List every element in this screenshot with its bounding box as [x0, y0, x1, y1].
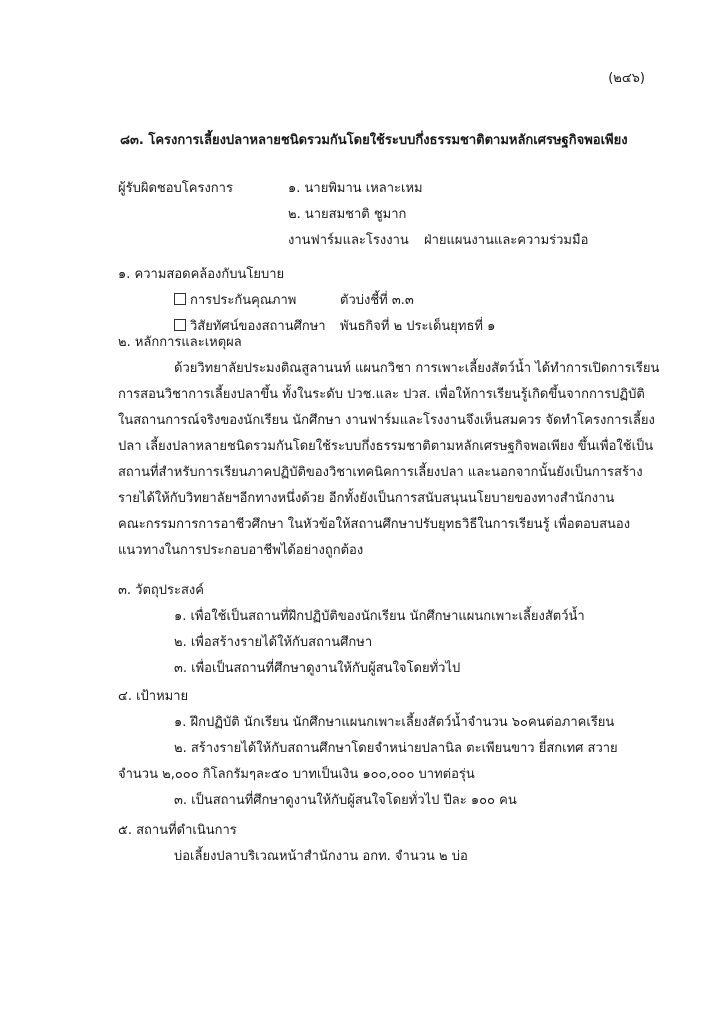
section-3-heading: ๓. วัตถุประสงค์	[118, 583, 204, 598]
section-objectives	[118, 578, 638, 682]
checkbox-icon	[174, 293, 186, 305]
target-item-1: ๑. ฝึกปฏิบัติ นักเรียน นักศึกษาแผนกเพาะเลี้ยงสัตว์น้ำจำนวน ๖๐คนต่อภาคเรียน	[174, 715, 615, 730]
rationale-line: รายได้ให้กับวิทยาลัยฯอีกทางหนึ่งด้วย อีกทั้งยังเป็นการสนับสนุนนโยบายของทางสำนักงาน	[118, 491, 615, 506]
objective-item: ๑. เพื่อใช้เป็นสถานที่ฝึกปฏิบัติของนักเรียน นักศึกษาแผนกเพาะเลี้ยงสัตว์น้ำ	[174, 609, 585, 624]
rationale-line: คณะกรรมการการอาชีวศึกษา ในหัวข้อให้สถานศึกษาปรับยุทธวิธีในการเรียนรู้ เพื่อตอบสนอง	[118, 517, 631, 532]
section-targets	[118, 684, 638, 814]
target-item-2: ๒. สร้างรายได้ให้กับสถานศึกษาโดยจำหน่ายปลานิล ตะเพียนขาว ยี่สกเทศ สวาย	[174, 741, 618, 756]
section-location	[118, 818, 638, 870]
target-item-2-continued: จำนวน ๒,๐๐๐ กิโลกรัมๆละ๕๐ บาทเป็นเงิน ๑๐๐,๐๐๐ บาทต่อรุ่น	[118, 767, 475, 782]
rationale-line: ในสถานการณ์จริงของนักเรียน นักศึกษา งานฟาร์มและโรงงานจึงเห็นสมควร จัดทำโครงการเลี้ยง	[118, 413, 655, 428]
rationale-line: ด้วยวิทยาลัยประมงติณสูลานนท์ แผนกวิชา การเพาะเลี้ยงสัตว์น้ำ ได้ทำการเปิดการเรียน	[174, 361, 660, 376]
section-1-heading: ๑. ความสอดคล้องกับนโยบาย	[118, 267, 285, 282]
responsible-unit: งานฟาร์มและโรงงาน	[288, 233, 409, 248]
policy-item-vision-label: วิสัยทัศน์ของสถานศึกษา	[190, 319, 326, 334]
responsible-label: ผู้รับผิดชอบโครงการ	[118, 181, 233, 196]
responsible-department: ฝ่ายแผนงานและความร่วมมือ	[424, 233, 589, 248]
rationale-line: สถานที่สำหรับการเรียนภาคปฏิบัติของวิชาเทคนิคการเลี้ยงปลา และนอกจากนั้นยังเป็นการสร้าง	[118, 465, 643, 480]
policy-item-quality-value: ตัวบ่งชี้ที่ ๓.๓	[340, 293, 414, 308]
rationale-line: แนวทางในการประกอบอาชีพได้อย่างถูกต้อง	[118, 543, 364, 558]
responsible-person-1: ๑. นายพิมาน เหลาะเหม	[288, 181, 423, 196]
policy-item-quality-label: การประกันคุณภาพ	[190, 293, 297, 308]
section-5-heading: ๕. สถานที่ดำเนินการ	[118, 823, 237, 838]
section-2-heading: ๒. หลักการและเหตุผล	[118, 335, 242, 350]
rationale-line: ปลา เลี้ยงปลาหลายชนิดรวมกันโดยใช้ระบบกึ่งธรรมชาติตามหลักเศรษฐกิจพอเพียง ขึ้นเพื่อใช้เป็น	[118, 439, 654, 454]
policy-item-quality	[174, 288, 296, 314]
objective-item: ๒. เพื่อสร้างรายได้ให้กับสถานศึกษา	[174, 635, 373, 650]
responsible-section	[118, 176, 638, 254]
section-4-heading: ๔. เป้าหมาย	[118, 689, 189, 704]
policy-item-vision-value: พันธกิจที่ ๒ ประเด็นยุทธที่ ๑	[340, 319, 496, 334]
section-policy	[118, 262, 638, 340]
responsible-person-2: ๒. นายสมชาติ ชูมาก	[288, 207, 407, 222]
page-number: (๒๔๖)	[608, 71, 645, 86]
objective-item: ๓. เพื่อเป็นสถานที่ศึกษาดูงานให้กับผู้สนใจโดยทั่วไป	[174, 661, 461, 676]
project-title: ๘๓. โครงการเลี้ยงปลาหลายชนิดรวมกันโดยใช้ระบบกึ่งธรรมชาติตามหลักเศรษฐกิจพอเพียง	[120, 133, 628, 148]
rationale-paragraph	[118, 356, 660, 564]
target-item-3: ๓. เป็นสถานที่ศึกษาดูงานให้กับผู้สนใจโดยทั่วไป ปีละ ๑๐๐ คน	[174, 793, 517, 808]
rationale-line: การสอนวิชาการเลี้ยงปลาขึ้น ทั้งในระดับ ปวช.และ ปวส. เพื่อให้การเรียนรู้เกิดขึ้นจากการปฏิบัติ	[118, 387, 645, 402]
section-rationale	[118, 330, 660, 564]
location-detail: บ่อเลี้ยงปลาบริเวณหน้าสำนักงาน อกท. จำนวน ๒ บ่อ	[174, 849, 468, 864]
